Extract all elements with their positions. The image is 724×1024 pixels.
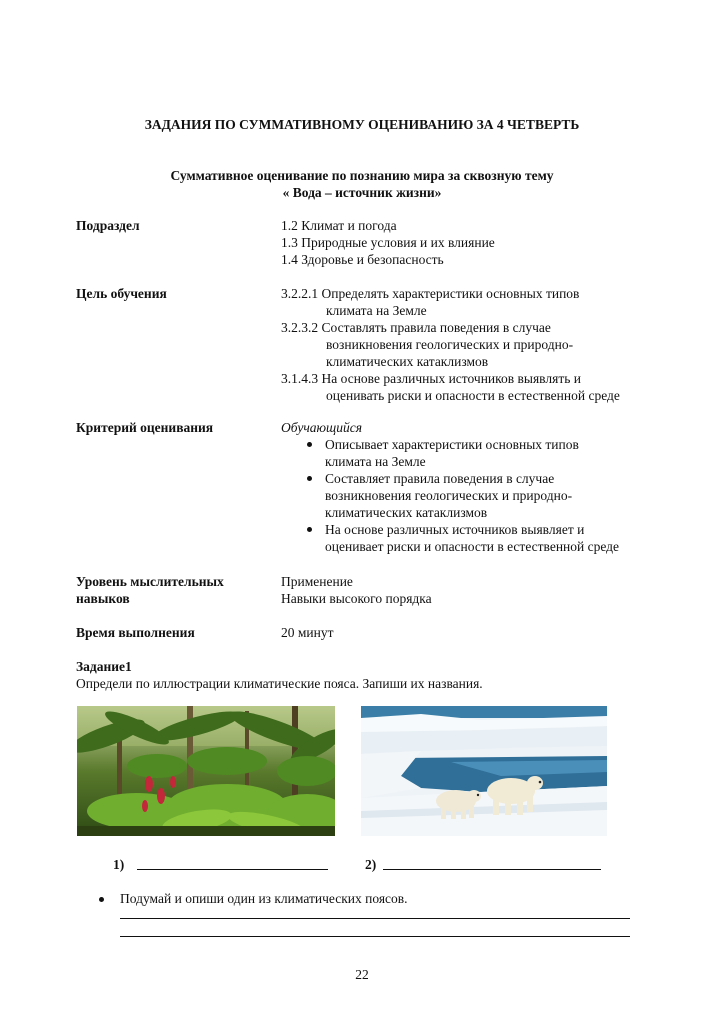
level-label [76, 573, 224, 607]
goal-item-first: 3.2.2.1 Определять характеристики основных типов [281, 286, 580, 301]
answer-line[interactable] [120, 936, 630, 937]
bullet-icon [99, 897, 104, 902]
task-instruction: Определи по иллюстрации климатические пояса. Запиши их названия. [76, 676, 483, 691]
rainforest-image [77, 706, 335, 836]
learner-label: Обучающийся [281, 420, 363, 435]
goal-item-cont: климатических катаклизмов [326, 354, 489, 369]
goal-item-first: 3.2.3.2 Составлять правила поведения в случае [281, 320, 551, 335]
level-value: Применение [281, 574, 353, 589]
goal-values [281, 285, 620, 404]
subsection-item: 1.4 Здоровье и безопасность [281, 252, 444, 267]
level-label-line: Уровень мыслительных [76, 574, 224, 589]
subtitle-line-1: Суммативное оценивание по познанию мира за сквозную тему [170, 168, 554, 183]
goal-item-cont: климата на Земле [326, 303, 427, 318]
subsection-label: Подраздел [76, 218, 140, 233]
criteria-text: климатических катаклизмов [325, 505, 488, 520]
criteria-text: климата на Земле [325, 454, 426, 469]
describe-prompt: Подумай и опиши один из климатических поясов. [120, 891, 408, 906]
time-value: 20 минут [281, 625, 334, 640]
criteria-text: Составляет правила поведения в случае [325, 471, 555, 486]
list-item [281, 436, 681, 470]
goal-label: Цель обучения [76, 286, 167, 301]
criteria-list [281, 436, 681, 555]
criteria-text: Описывает характеристики основных типов [325, 437, 579, 452]
task-heading: Задание1 [76, 659, 132, 674]
page-number: 22 [355, 967, 369, 982]
list-item [281, 470, 681, 521]
goal-item-first: 3.1.4.3 На основе различных источников выявлять и [281, 371, 581, 386]
subtitle-line-2: « Вода – источник жизни» [282, 185, 442, 200]
level-label-line: навыков [76, 591, 130, 606]
answer-line[interactable] [120, 918, 630, 919]
time-label: Время выполнения [76, 625, 195, 640]
criteria-text: возникновения геологических и природно- [325, 488, 573, 503]
list-item [281, 521, 681, 555]
criteria-text: На основе различных источников выявляет и [325, 522, 585, 537]
goal-item-cont: оценивать риски и опасности в естественной среде [326, 388, 620, 403]
level-values [281, 573, 432, 607]
subsection-item: 1.3 Природные условия и их влияние [281, 235, 495, 250]
subsection-item: 1.2 Климат и погода [281, 218, 397, 233]
answer-2-number: 2) [365, 857, 377, 872]
criteria-values [281, 419, 681, 555]
criteria-label: Критерий оценивания [76, 420, 214, 435]
goal-item-cont: возникновения геологических и природно- [326, 337, 574, 352]
criteria-text: оценивает риски и опасности в естественной среде [325, 539, 620, 554]
polar-bears-image [361, 706, 607, 836]
page-title: ЗАДАНИЯ ПО СУММАТИВНОМУ ОЦЕНИВАНИЮ ЗА 4 ЧЕТВЕРТЬ [144, 117, 580, 132]
answer-1-line[interactable] [137, 869, 328, 870]
level-value: Навыки высокого порядка [281, 591, 432, 606]
answer-2-line[interactable] [383, 869, 601, 870]
subsection-values [281, 217, 495, 268]
answer-1-number: 1) [113, 857, 125, 872]
